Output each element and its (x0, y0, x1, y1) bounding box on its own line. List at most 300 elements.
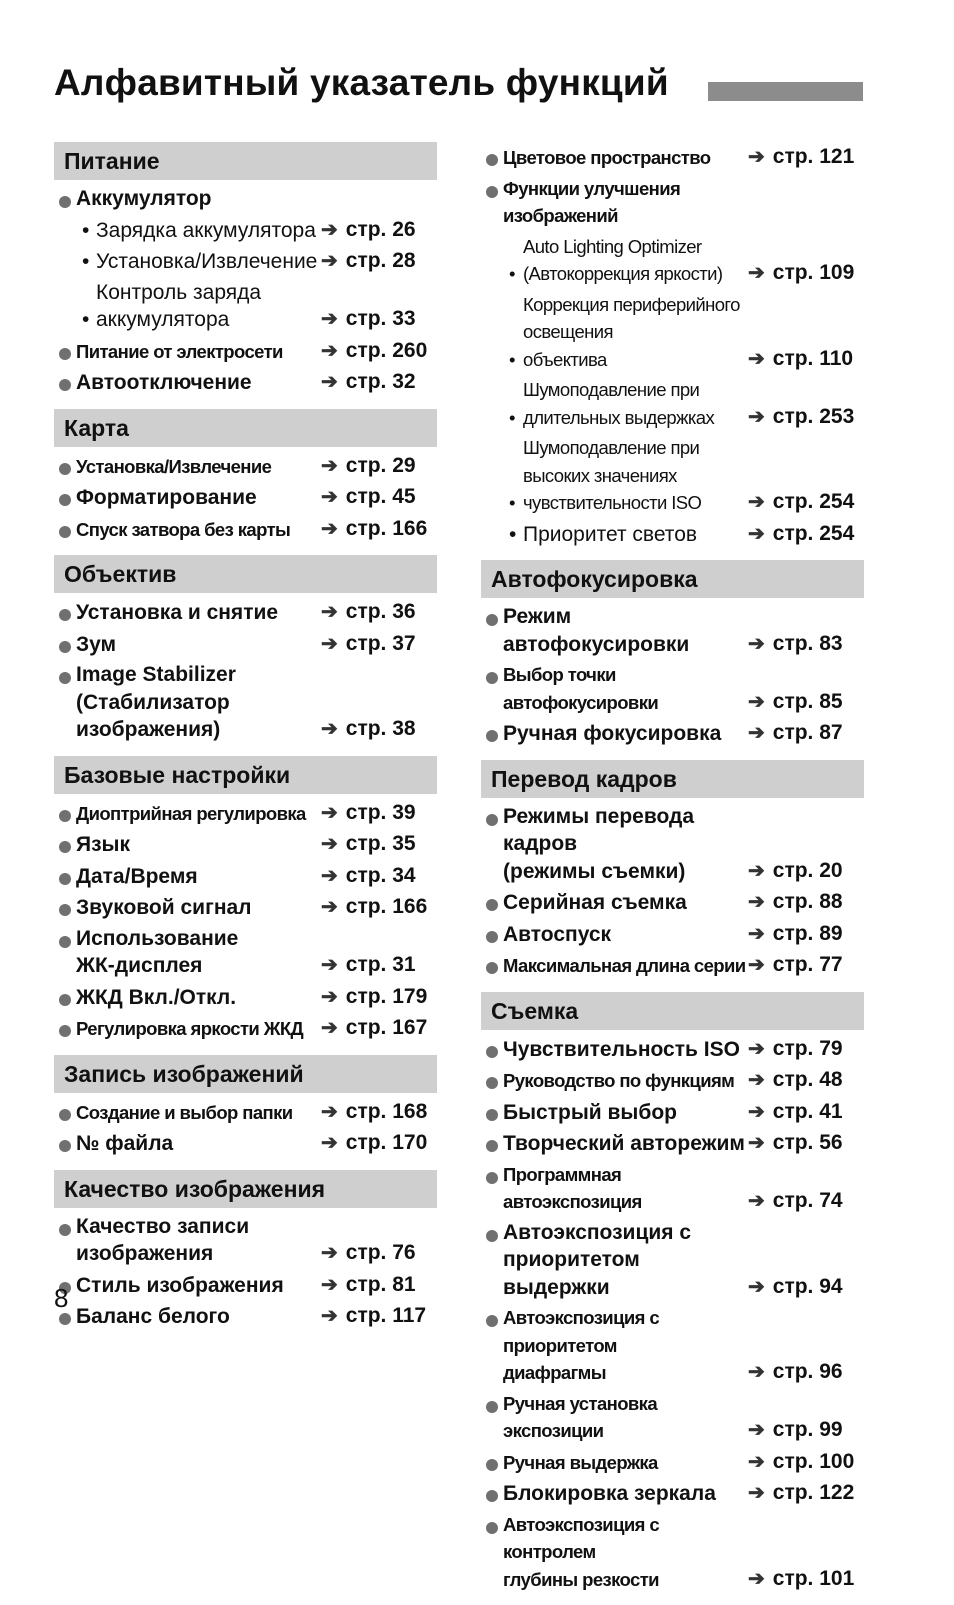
bullet-icon (486, 1315, 498, 1327)
index-entry (54, 890, 437, 922)
sub-bullet-icon: • (82, 250, 90, 273)
entry-label: Форматирование (76, 486, 257, 509)
index-section (481, 140, 864, 548)
index-entry (54, 658, 437, 744)
page-ref-text: стр. 260 (345, 338, 428, 362)
bullet-icon (486, 962, 498, 974)
sub-bullet-icon: • (82, 218, 90, 242)
arrow-right-icon: ➔ (748, 405, 765, 428)
sub-bullet-icon: • (509, 263, 515, 284)
page-ref-text: стр. 99 (772, 1418, 843, 1441)
arrow-right-icon: ➔ (748, 859, 765, 882)
entry-label: Установка и снятие (76, 601, 279, 624)
page-ref-text: стр. 56 (772, 1131, 843, 1154)
page-ref-text: стр. 20 (772, 858, 843, 882)
arrow-right-icon: ➔ (748, 1567, 765, 1590)
index-entry (481, 885, 864, 917)
page-ref-text: стр. 85 (772, 689, 843, 713)
index-entry (54, 1011, 437, 1043)
arrow-right-icon: ➔ (321, 632, 338, 655)
page-ref-text: стр. 76 (345, 1241, 416, 1264)
bullet-icon (486, 672, 498, 684)
index-entry (54, 449, 437, 481)
page-reference (321, 983, 437, 1012)
left-column (54, 142, 437, 1343)
page-reference (748, 1098, 864, 1127)
page-reference (748, 1479, 864, 1508)
arrow-right-icon: ➔ (321, 1242, 338, 1264)
index-entry (54, 627, 437, 659)
page-reference (321, 598, 437, 627)
index-section (54, 1055, 437, 1158)
index-entry (481, 716, 864, 748)
page-reference (321, 1271, 437, 1300)
entry-label: Контроль заряда аккумулятора (96, 280, 262, 331)
index-entry (54, 1126, 437, 1158)
index-subentry (54, 276, 437, 334)
bullet-icon (59, 1140, 71, 1152)
page-reference (748, 1273, 864, 1302)
arrow-right-icon: ➔ (748, 347, 765, 370)
arrow-right-icon: ➔ (748, 522, 765, 545)
page-ref-text: стр. 166 (345, 516, 428, 540)
page-ref-text: стр. 34 (345, 863, 416, 887)
index-subentry (481, 373, 864, 431)
entry-label: № файла (76, 1132, 174, 1155)
entry-label: Функции улучшения изображений (503, 177, 681, 226)
index-entry (54, 334, 437, 366)
page-ref-text: стр. 254 (772, 521, 855, 545)
page-ref-text: стр. 96 (772, 1360, 843, 1383)
entry-label: Зарядка аккумулятора (96, 218, 316, 242)
arrow-right-icon: ➔ (748, 722, 765, 744)
bullet-icon (486, 154, 498, 166)
page-ref-text: стр. 33 (345, 307, 416, 330)
page-number: 8 (54, 1283, 69, 1313)
entry-label: Блокировка зеркала (503, 1482, 716, 1505)
sub-bullet-icon: • (82, 308, 90, 331)
page-ref-text: стр. 36 (345, 600, 416, 623)
page-reference (748, 857, 864, 886)
page-reference (321, 1098, 437, 1127)
bullet-icon (59, 348, 71, 360)
entry-label: Создание и выбор папки (76, 1101, 293, 1123)
entry-label: Диоптрийная регулировка (76, 802, 306, 824)
arrow-right-icon: ➔ (321, 1273, 338, 1296)
index-entry (54, 1268, 437, 1300)
arrow-right-icon: ➔ (321, 454, 338, 477)
entry-label: Стиль изображения (76, 1273, 284, 1297)
arrow-right-icon: ➔ (321, 517, 338, 540)
entry-label: Приоритет светов (523, 522, 698, 546)
index-entry (54, 1299, 437, 1331)
entry-label: Аккумулятор (76, 187, 212, 210)
entry-label: Быстрый выбор (503, 1100, 677, 1124)
index-section (481, 560, 864, 748)
section-header: Объектив (54, 555, 437, 593)
page-ref-text: стр. 121 (772, 145, 855, 168)
page-reference (748, 719, 864, 748)
bullet-icon (59, 1109, 71, 1121)
index-entry (481, 917, 864, 949)
bullet-icon (59, 609, 71, 621)
bullet-icon (486, 1401, 498, 1413)
index-section (481, 992, 864, 1594)
index-entry (481, 1063, 864, 1095)
index-entry (481, 600, 864, 658)
arrow-right-icon: ➔ (748, 1190, 765, 1212)
sub-bullet-icon: • (509, 348, 515, 370)
page-ref-text: стр. 122 (772, 1481, 855, 1504)
page-reference (748, 259, 864, 288)
entry-label: Автоэкспозиция с контролем глубины резкости (503, 1513, 660, 1590)
bullet-icon (486, 1459, 498, 1471)
page-reference (748, 403, 864, 432)
page-ref-text: стр. 110 (772, 346, 854, 370)
index-entry (481, 1445, 864, 1477)
page-ref-text: стр. 77 (772, 953, 843, 976)
page-reference (748, 920, 864, 949)
index-entry (54, 1210, 437, 1268)
index-section (54, 756, 437, 1043)
entry-label: Автоспуск (503, 922, 612, 946)
bullet-icon (59, 810, 71, 822)
bullet-icon (486, 1109, 498, 1121)
page-reference (748, 1187, 864, 1216)
arrow-right-icon: ➔ (321, 833, 338, 855)
entry-label: ЖКД Вкл./Откл. (76, 985, 237, 1009)
section-header: Запись изображений (54, 1055, 437, 1093)
page-reference (321, 368, 437, 397)
index-entry (481, 1216, 864, 1302)
page-ref-text: стр. 38 (345, 717, 416, 740)
page-reference (321, 830, 437, 859)
entry-label: Программная автоэкспозиция (503, 1163, 642, 1212)
index-entry (481, 1095, 864, 1127)
bullet-icon (486, 1522, 498, 1534)
entry-label: Звуковой сигнал (76, 896, 252, 919)
entry-label: Цветовое пространство (503, 147, 711, 168)
page-reference (748, 630, 864, 659)
page-ref-text: стр. 29 (345, 453, 416, 477)
entry-label: Регулировка яркости ЖКД (76, 1018, 304, 1039)
entry-label: Автоотключение (76, 371, 252, 394)
page-ref-text: стр. 74 (772, 1189, 843, 1212)
arrow-right-icon: ➔ (321, 954, 338, 976)
index-entry (481, 1032, 864, 1064)
page-reference (748, 1416, 864, 1445)
page-ref-text: стр. 81 (345, 1272, 416, 1296)
page-ref-text: стр. 254 (772, 490, 855, 513)
entry-label: Чувствительность ISO (503, 1037, 740, 1061)
index-entry (481, 140, 864, 172)
page-ref-text: стр. 37 (345, 631, 416, 655)
bullet-icon (486, 186, 498, 198)
page-ref-text: стр. 83 (772, 631, 843, 655)
entry-label: Ручная выдержка (503, 1451, 658, 1473)
bullet-icon (486, 1046, 498, 1058)
page-reference (321, 1129, 437, 1158)
bullet-icon (59, 994, 71, 1006)
index-entry (54, 980, 437, 1012)
section-header: Съемка (481, 992, 864, 1030)
arrow-right-icon: ➔ (321, 371, 338, 393)
entry-label: Руководство по функциям (503, 1070, 735, 1091)
arrow-right-icon: ➔ (321, 985, 338, 1008)
bullet-icon (59, 494, 71, 506)
index-section (54, 1170, 437, 1331)
arrow-right-icon: ➔ (748, 1037, 765, 1060)
page-reference (321, 483, 437, 512)
page-ref-text: стр. 87 (772, 721, 843, 744)
page-reference (321, 951, 437, 980)
sub-bullet-icon: • (509, 492, 515, 513)
page-reference (321, 216, 437, 245)
page-reference (321, 1302, 437, 1331)
index-entry (54, 512, 437, 544)
bullet-icon (486, 899, 498, 911)
index-entry (54, 922, 437, 980)
page-reference (748, 951, 864, 980)
page-ref-text: стр. 179 (345, 984, 428, 1008)
page-ref-text: стр. 101 (772, 1566, 855, 1590)
entry-label: Автоэкспозиция с приоритетом выдержки (503, 1220, 692, 1299)
arrow-right-icon: ➔ (321, 1017, 338, 1039)
bullet-icon (486, 1077, 498, 1089)
arrow-right-icon: ➔ (748, 690, 765, 713)
index-entry (54, 365, 437, 397)
page-ref-text: стр. 100 (772, 1449, 855, 1473)
entry-label: Творческий авторежим (503, 1132, 745, 1155)
index-subentry (54, 213, 437, 245)
title-decoration-bar (708, 82, 863, 101)
page-ref-text: стр. 94 (772, 1274, 843, 1298)
arrow-right-icon: ➔ (748, 891, 765, 913)
index-entry (54, 480, 437, 512)
index-subentry (481, 431, 864, 517)
entry-label: Режим автофокусировки (503, 605, 690, 656)
right-column (481, 140, 864, 1605)
page-ref-text: стр. 89 (772, 921, 843, 945)
entry-label: Шумоподавление при высоких значениях чувствительности ISO (523, 437, 702, 513)
entry-label: Шумоподавление при длительных выдержках (523, 379, 715, 428)
index-entry (481, 800, 864, 886)
index-entry (481, 1476, 864, 1508)
page-ref-text: стр. 109 (772, 261, 855, 284)
page-reference (321, 1239, 437, 1268)
entry-label: Баланс белого (76, 1305, 230, 1328)
arrow-right-icon: ➔ (321, 896, 338, 918)
page-reference (321, 337, 437, 366)
index-section (54, 409, 437, 544)
bullet-icon (59, 526, 71, 538)
arrow-right-icon: ➔ (748, 922, 765, 945)
entry-label: Качество записи изображения (76, 1214, 250, 1265)
entry-label: Auto Lighting Optimizer (Автокоррекция яркости) (523, 235, 723, 284)
section-header: Качество изображения (54, 1170, 437, 1208)
index-entry (54, 182, 437, 213)
bullet-icon (486, 814, 498, 826)
entry-label: Язык (76, 833, 130, 856)
page-reference (321, 799, 437, 828)
index-subentry (54, 244, 437, 276)
index-entry (481, 658, 864, 716)
index-entry (481, 1126, 864, 1158)
page-ref-text: стр. 28 (345, 249, 416, 272)
bullet-icon (59, 1025, 71, 1037)
arrow-right-icon: ➔ (321, 218, 338, 241)
page-reference (748, 1448, 864, 1477)
page-ref-text: стр. 26 (345, 217, 416, 241)
page-title: Алфавитный указатель функций (54, 62, 669, 103)
bullet-icon (486, 614, 498, 626)
index-entry (54, 859, 437, 891)
page-ref-text: стр. 35 (345, 832, 416, 855)
arrow-right-icon: ➔ (321, 486, 338, 508)
section-header: Автофокусировка (481, 560, 864, 598)
entry-label: Установка/Извлечение (96, 250, 318, 273)
page-reference (321, 630, 437, 659)
entry-label: Image Stabilizer (Стабилизатор изображения) (76, 663, 236, 741)
arrow-right-icon: ➔ (321, 250, 338, 272)
page-ref-text: стр. 167 (345, 1016, 428, 1039)
entry-label: Использование ЖК-дисплея (76, 926, 239, 977)
index-entry (481, 172, 864, 230)
bullet-icon (486, 1172, 498, 1184)
page-ref-text: стр. 79 (772, 1036, 843, 1060)
arrow-right-icon: ➔ (748, 1132, 765, 1154)
page-ref-text: стр. 168 (345, 1099, 428, 1123)
entry-label: Спуск затвора без карты (76, 518, 291, 540)
arrow-right-icon: ➔ (321, 339, 338, 362)
entry-label: Ручная фокусировка (503, 722, 722, 745)
index-entry (54, 827, 437, 859)
page-ref-text: стр. 45 (345, 485, 416, 508)
index-entry (54, 595, 437, 627)
page-ref-text: стр. 32 (345, 370, 416, 393)
entry-label: Установка/Извлечение (76, 455, 272, 477)
page-ref-text: стр. 170 (345, 1131, 428, 1154)
entry-label: Коррекция периферийного освещения объектива (523, 293, 740, 370)
page-reference (748, 1129, 864, 1158)
bullet-icon (486, 730, 498, 742)
index-subentry (481, 230, 864, 288)
index-section (481, 760, 864, 980)
page-reference (748, 1066, 864, 1095)
arrow-right-icon: ➔ (321, 1132, 338, 1154)
page-reference (748, 888, 864, 917)
page-reference (748, 688, 864, 717)
sub-bullet-icon: • (509, 522, 517, 546)
page-reference (748, 1035, 864, 1064)
page-ref-text: стр. 31 (345, 953, 416, 976)
arrow-right-icon: ➔ (748, 146, 765, 168)
entry-label: Зум (76, 632, 117, 656)
section-header: Перевод кадров (481, 760, 864, 798)
page-reference (321, 893, 437, 922)
page-ref-text: стр. 166 (345, 895, 428, 918)
bullet-icon (59, 936, 71, 948)
bullet-icon (59, 379, 71, 391)
page-ref-text: стр. 117 (345, 1304, 427, 1327)
bullet-icon (486, 931, 498, 943)
arrow-right-icon: ➔ (748, 491, 765, 513)
bullet-icon (59, 904, 71, 916)
bullet-icon (59, 873, 71, 885)
page-reference (748, 488, 864, 517)
entry-label: Серийная съемка (503, 891, 687, 914)
arrow-right-icon: ➔ (321, 601, 338, 623)
page-reference (321, 715, 437, 744)
arrow-right-icon: ➔ (321, 308, 338, 330)
bullet-icon (59, 1224, 71, 1236)
page-reference (321, 1014, 437, 1043)
bullet-icon (486, 1230, 498, 1242)
arrow-right-icon: ➔ (748, 1419, 765, 1441)
index-section (54, 555, 437, 744)
entry-label: Питание от электросети (76, 340, 283, 362)
section-header: Питание (54, 142, 437, 180)
entry-label: Максимальная длина серии (503, 955, 746, 976)
index-section (54, 142, 437, 397)
page-ref-text: стр. 41 (772, 1099, 843, 1123)
entry-label: Ручная установка экспозиции (503, 1392, 658, 1441)
arrow-right-icon: ➔ (748, 1069, 765, 1091)
bullet-icon (59, 196, 71, 208)
page-ref-text: стр. 39 (345, 800, 416, 824)
bullet-icon (486, 1140, 498, 1152)
page-ref-text: стр. 253 (772, 404, 855, 428)
page-reference (321, 305, 437, 334)
arrow-right-icon: ➔ (748, 632, 765, 655)
entry-label: Автоэкспозиция с приоритетом диафрагмы (503, 1307, 660, 1383)
index-subentry (481, 288, 864, 374)
bullet-icon (59, 672, 71, 684)
bullet-icon (486, 1490, 498, 1502)
index-entry (481, 948, 864, 980)
index-entry (54, 796, 437, 828)
arrow-right-icon: ➔ (321, 1100, 338, 1123)
bullet-icon (59, 841, 71, 853)
index-subentry (481, 517, 864, 549)
index-entry (54, 1095, 437, 1127)
page-reference (748, 1358, 864, 1387)
entry-label: Режимы перевода кадров (режимы съемки) (503, 804, 695, 883)
arrow-right-icon: ➔ (748, 1275, 765, 1298)
arrow-right-icon: ➔ (748, 954, 765, 976)
page-reference (748, 520, 864, 549)
entry-label: Выбор точки автофокусировки (503, 664, 659, 713)
page-reference (748, 143, 864, 172)
entry-label: Дата/Время (76, 864, 198, 888)
bullet-icon (59, 1313, 71, 1325)
arrow-right-icon: ➔ (321, 1305, 338, 1327)
page-reference (321, 515, 437, 544)
section-header: Карта (54, 409, 437, 447)
arrow-right-icon: ➔ (748, 1361, 765, 1383)
page-ref-text: стр. 88 (772, 890, 843, 913)
page-reference (321, 862, 437, 891)
index-entry (481, 1301, 864, 1387)
index-entry (481, 1158, 864, 1216)
arrow-right-icon: ➔ (748, 1450, 765, 1473)
arrow-right-icon: ➔ (748, 1100, 765, 1123)
arrow-right-icon: ➔ (321, 718, 338, 740)
sub-bullet-icon: • (509, 406, 515, 428)
arrow-right-icon: ➔ (321, 864, 338, 887)
arrow-right-icon: ➔ (748, 262, 765, 284)
section-header: Базовые настройки (54, 756, 437, 794)
